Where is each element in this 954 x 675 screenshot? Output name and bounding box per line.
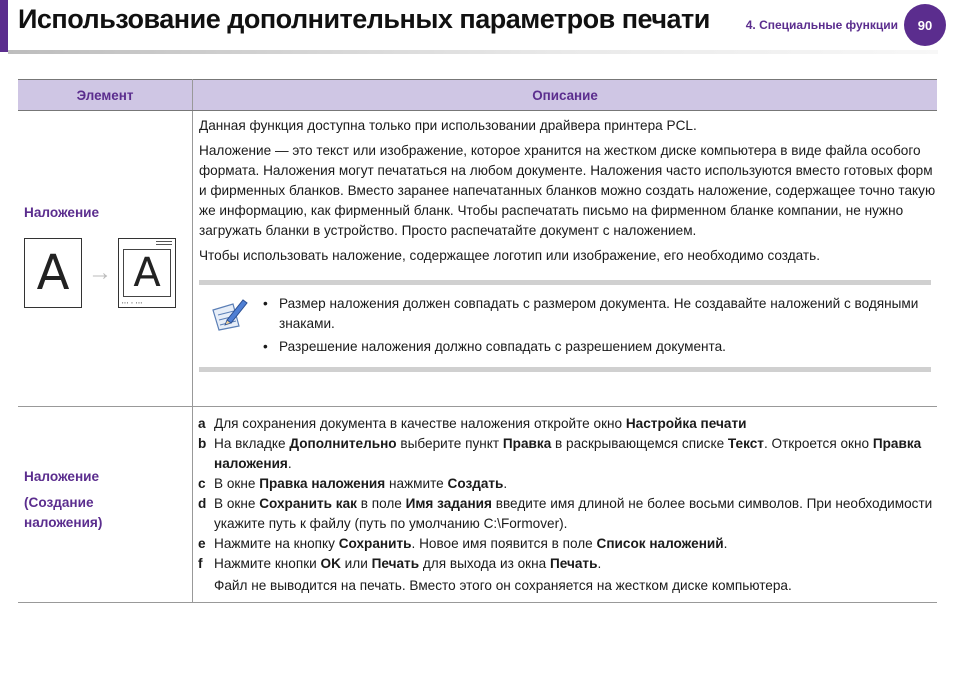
accent-bar [0, 0, 8, 52]
note-pencil-icon [209, 296, 249, 332]
step-key: e [198, 536, 206, 551]
table-header-row [18, 80, 937, 111]
step-key: b [198, 436, 207, 451]
parameters-table [18, 79, 937, 603]
row-sublabel: (Создание наложения) [24, 495, 103, 530]
row-label: Наложение [24, 469, 100, 484]
step-key: f [198, 556, 203, 571]
step-item [198, 434, 937, 474]
document-letter: A [36, 245, 70, 301]
description-paragraph: Наложение — это текст или изображение, которое хранится на жестком диске компьютера в виде файла особого формата. Наложения могут печататься на любом документе. Наложения часто используются вместо готовых форм и фирменных бланков. Вместо заранее напечатанных бланков можно создать наложение, содержащее точно такую же информацию, как фирменный бланк. Чтобы распечатать письмо на фирменном бланке компании, не нужно загружать бланки в устройство. Просто распечатайте документ с наложением. [199, 143, 936, 238]
arrow-right-icon: → [88, 259, 112, 286]
note-item: • Размер наложения должен совпадать с размером документа. Не создавайте наложений с водяными знаками. [259, 294, 929, 334]
column-header-description: Описание [193, 80, 938, 111]
letterhead-footer-mark: ▪▪▪ ▪ ▪▪▪ [122, 300, 144, 305]
step-item [198, 494, 937, 534]
result-note: Файл не выводится на печать. Вместо этого он сохраняется на жестком диске компьютера. [214, 578, 792, 593]
header-divider [8, 50, 938, 54]
row-description-cell [193, 111, 938, 407]
row-label-cell [18, 407, 193, 603]
page-number-badge: 90 [904, 4, 946, 46]
column-header-element: Элемент [18, 80, 193, 111]
row-description-cell [193, 407, 938, 603]
letterhead-mark [156, 241, 172, 245]
step-item [198, 474, 937, 494]
step-text: В окне Правка наложения нажмите Создать. [214, 476, 508, 491]
row-label-cell [18, 111, 193, 407]
overlay-illustration [24, 238, 192, 308]
step-item [198, 414, 937, 434]
steps-list [198, 414, 937, 574]
note-list [259, 294, 929, 360]
step-item [198, 554, 937, 574]
note-item: • Разрешение наложения должно совпадать с разрешением документа. [259, 337, 929, 357]
table-row [18, 407, 937, 603]
document-icon [24, 238, 82, 308]
step-text: Нажмите кнопки OK или Печать для выхода из окна Печать. [214, 556, 602, 571]
chapter-label: 4. Специальные функции [745, 18, 898, 32]
step-text: Нажмите на кнопку Сохранить. Новое имя появится в поле Список наложений. [214, 536, 728, 551]
table-row [18, 111, 937, 407]
step-text: В окне Сохранить как в поле Имя задания введите имя длиной не более восьми символов. При необходимости укажите путь к файлу (путь по умолчанию C:\Formover). [214, 496, 933, 531]
step-key: a [198, 416, 206, 431]
overlay-document-icon [118, 238, 176, 308]
description-paragraph: Данная функция доступна только при использовании драйвера принтера PCL. [199, 118, 697, 133]
row-label: Наложение [24, 205, 100, 220]
page-title: Использование дополнительных параметров печати [18, 4, 710, 34]
description-paragraph: Чтобы использовать наложение, содержащее логотип или изображение, его необходимо создать. [199, 248, 821, 263]
note-box [199, 280, 931, 372]
step-key: d [198, 496, 207, 511]
document-letter: A [133, 250, 161, 296]
step-text: Для сохранения документа в качестве наложения откройте окно Настройка печати [214, 416, 747, 431]
step-text: На вкладке Дополнительно выберите пункт Правка в раскрывающемся списке Текст. Откроется окно Правка наложения. [214, 436, 922, 471]
step-key: c [198, 476, 206, 491]
step-item [198, 534, 937, 554]
